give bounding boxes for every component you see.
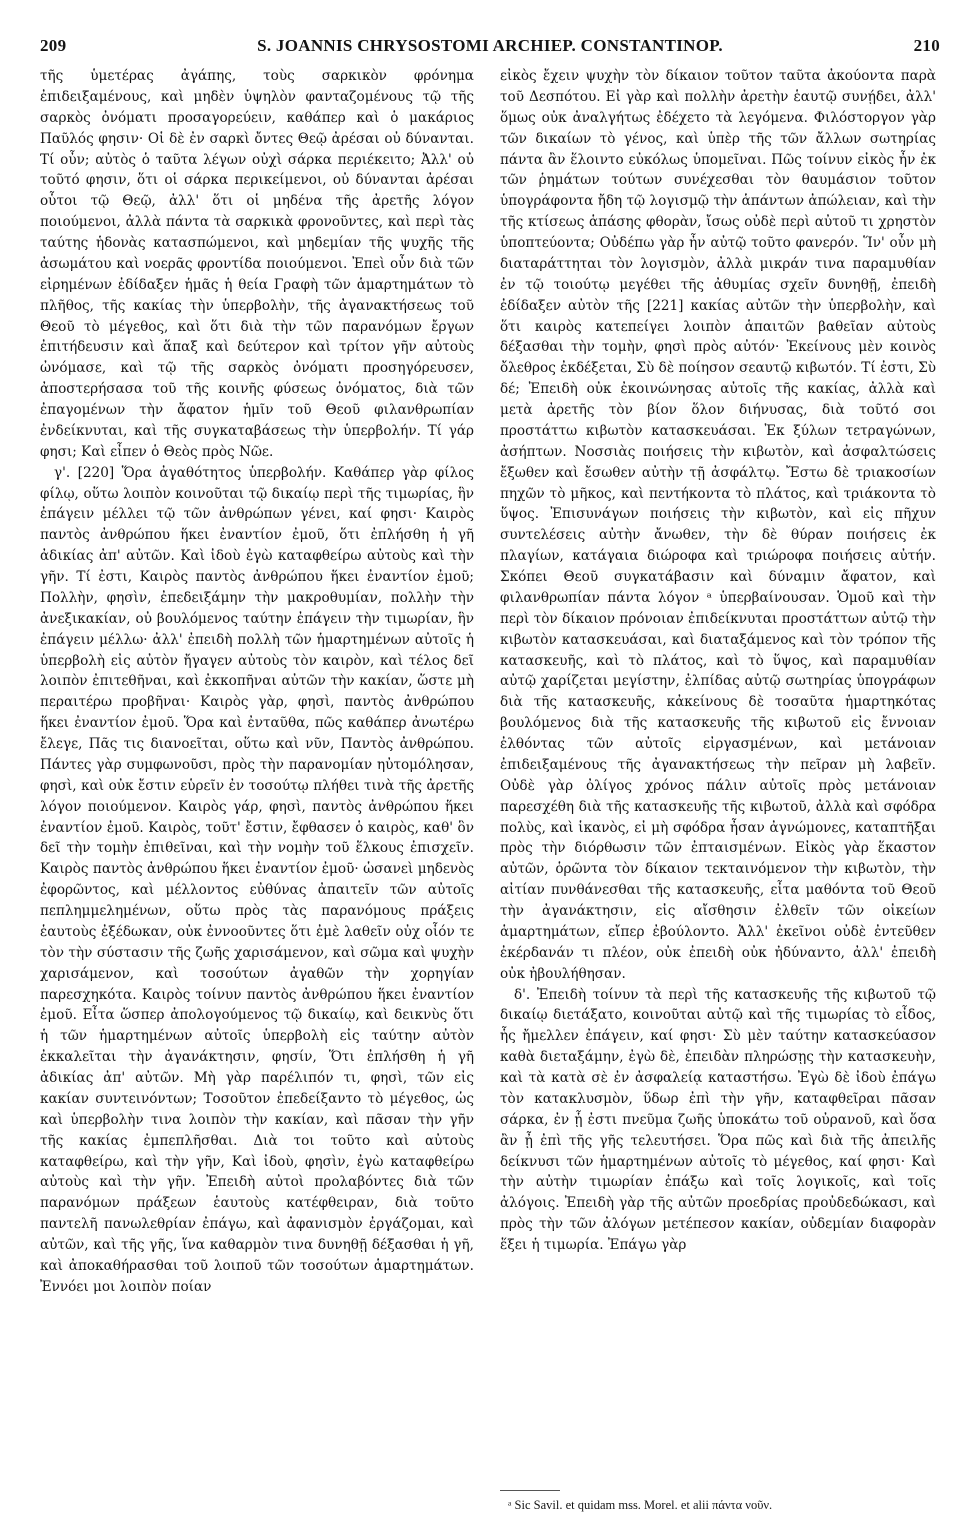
left-page-number: 209 — [40, 36, 67, 55]
right-page-number: 210 — [913, 36, 940, 55]
right-column — [500, 66, 936, 1466]
left-column — [40, 66, 474, 1506]
right-column-paragraph: δ'. Ἐπειδὴ τοίνυν τὰ περὶ τῆς κατασκευῆς τῆς κιβωτοῦ τῷ δικαίῳ διετάξατο, κοινοῦται αὐτῷ καὶ τῆς τιμωρίας τὸ εἶδος, ἧς ἤμελλεν ἐπάγειν, καί φησι· Σὺ μὲν ταύτην κατασκεύασον καθὰ διεταξάμην, ἐγὼ δὲ, ἐπειδὰν πληρώσῃς τὴν κατασκευὴν, καὶ τὰ κατὰ σὲ ἐν ἀσφαλείᾳ καταστήσω. Ἐγὼ δὲ ἰδοὺ ἐπάγω τὸν κατακλυσμὸν, ὕδωρ ἐπὶ τὴν γῆν, καταφθεῖραι πᾶσαν σάρκα, ἐν ᾗ ἐστι πνεῦμα ζωῆς ὑποκάτω τοῦ οὐρανοῦ, καὶ ὅσα ἂν ᾖ ἐπὶ τῆς γῆς τελευτήσει. Ὅρα πῶς καὶ διὰ τῆς ἀπειλῆς δείκνυσι τῶν ἡμαρτημένων αὐτοῖς τὸ μέγεθος, καί φησι· Καὶ τὴν αὐτὴν τιμωρίαν ἐπάξω καὶ τοῖς λογικοῖς, καὶ τοῖς ἀλόγοις. Ἐπειδὴ γὰρ τῆς αὐτῶν προεδρίας προὐδεδώκασι, καὶ πρὸς τὴν τῶν ἀλόγων μετέπεσον κακίαν, οὐδεμίαν διαφορὰν ἕξει ἡ τιμωρία. Ἐπάγω γὰρ — [500, 986, 936, 1253]
footnote: ᵃ Sic Savil. et quidam mss. Morel. et alii πάντα νοῦν. — [508, 1498, 773, 1512]
left-column-paragraph: τῆς ὑμετέρας ἀγάπης, τοὺς σαρκικὸν φρόνημα ἐπιδειξαμένους, καὶ μηδὲν ὑψηλὸν φανταζομένους τῷ τῆς σαρκὸς ὀνόματι προσαγορεύειν, καθάπερ καὶ ὁ μακάριος Παῦλός φησιν· Οἱ δὲ ἐν σαρκὶ ὄντες Θεῷ ἀρέσαι οὐ δύνανται. Τί οὖν; αὐτὸς ὁ ταῦτα λέγων οὐχὶ σάρκα περιέκειτο; Ἀλλ' οὐ τοῦτό φησιν, ὅτι οἱ σάρκα περικείμενοι, οὐ δύνανται ἀρέσαι οὗτοι τῷ Θεῷ, ἀλλ' ὅτι οἱ μηδένα τῆς ἀρετῆς λόγον ποιούμενοι, ἀλλὰ πάντα τὰ σαρκικὰ φρονοῦντες, καὶ περὶ τὰς ταύτης ἡδονὰς κατασπώμενοι, καὶ μηδεμίαν τῆς ψυχῆς τῆς ἀσωμάτου καὶ νοερᾶς φροντίδα ποιούμενοι. Ἐπεὶ οὖν διὰ τῶν εἰρημένων ἐδίδαξεν ἡμᾶς ἡ θεία Γραφὴ τῶν ἁμαρτημάτων τὸ πλῆθος, τῆς κακίας τὴν ὑπερβολὴν, τῆς ἀγανακτήσεως τοῦ Θεοῦ τὸ μέγεθος, καὶ ὅτι διὰ τὴν τῶν παρανόμων ἔργων ἐπιτήδευσιν καὶ ἅπαξ καὶ δεύτερον καὶ τρίτον γῆν αὐτοὺς ὠνόμασε, καὶ τῷ τῆς σαρκὸς ὀνόματι προσηγόρευσεν, ἀποστερήσασα τοῦ τῆς κοινῆς φύσεως ὀνόματος, διὰ τῶν ἐπαγομένων τὴν ἄφατον ἡμῖν τοῦ Θεοῦ φιλανθρωπίαν ἐνδείκνυται, καὶ τῆς συγκαταβάσεως τὴν ὑπερβολήν. Τί γάρ φησι; Καὶ εἶπεν ὁ Θεὸς πρὸς Νῶε. — [40, 68, 474, 460]
running-header — [40, 36, 940, 60]
left-column-paragraph: γ'. [220] Ὅρα ἀγαθότητος ὑπερβολήν. Καθάπερ γὰρ φίλος φίλῳ, οὕτω λοιπὸν κοινοῦται τῷ δικαίῳ περὶ τῆς τιμωρίας, ἣν ἐπάγειν μέλλει τῷ τῶν ἀνθρώπων γένει, καί φησι· Καιρὸς παντὸς ἀνθρώπου ἥκει ἐναντίον ἐμοῦ, ὅτι ἐπλήσθη ἡ γῆ ἀδικίας ἀπ' αὐτῶν. Καὶ ἰδοὺ ἐγὼ καταφθείρω αὐτοὺς καὶ τὴν γῆν. Τί ἐστι, Καιρὸς παντὸς ἀνθρώπου ἥκει ἐναντίον ἐμοῦ; Πολλὴν, φησὶν, ἐπεδειξάμην τὴν μακροθυμίαν, πολλὴν τὴν ἀνεξικακίαν, οὐ βουλόμενος ταύτην ἐπάγειν τὴν τιμωρίαν, ἣν ἐπάγειν μέλλω· ἀλλ' ἐπειδὴ πολλὴ τῶν ἡμαρτημένων αὐτοῖς ἡ ὑπερβολὴ εἰς αὐτὸν ἤγαγεν αὐτοὺς τὸν καιρὸν, καὶ τέλος δεῖ λοιπὸν ἐπιτεθῆναι, καὶ ἐκκοπῆναι αὐτῶν τὴν κακίαν, ὥστε μὴ περαιτέρω προβῆναι· Καιρὸς γὰρ, φησὶ, παντὸς ἀνθρώπου ἥκει ἐναντίον ἐμοῦ. Ὅρα καὶ ἐνταῦθα, πῶς καθάπερ ἀνωτέρω ἔλεγε, Πᾶς τις διανοεῖται, οὕτω καὶ νῦν, Παντὸς ἀνθρώπου. Πάντες γὰρ συμφωνοῦσι, πρὸς τὴν παρανομίαν ηὐτομόλησαν, φησὶ, καὶ οὐκ ἔστιν εὑρεῖν ἐν τοσούτῳ πλήθει τινὰ τῆς ἀρετῆς λόγον ποιούμενον. Καιρὸς γάρ, φησὶ, παντὸς ἀνθρώπου ἥκει ἐναντίον ἐμοῦ. Καιρὸς, τοῦτ' ἔστιν, ἔφθασεν ὁ καιρὸς, καθ' ὃν δεῖ τὴν τομὴν ἐπιθεῖναι, καὶ τὴν νομὴν τοῦ ἕλκους ἐπισχεῖν. Καιρὸς παντὸς ἀνθρώπου ἥκει ἐναντίον ἐμοῦ· ὡσανεὶ μηδενὸς ἐφορῶντος, καὶ μέλλοντος εὐθύνας ἀπαιτεῖν τῶν αὐτοῖς πεπλημμελημένων, οὕτω πρὸς τὰς παρανόμους πράξεις ἑαυτοὺς ἐξέδωκαν, οὐκ ἐννοοῦντες ὅτι ἐμὲ λαθεῖν οὐχ οἷόν τε τὸν τὴν σύστασιν τῆς ζωῆς χαρισάμενον, καὶ σῶμα καὶ ψυχὴν χαρισάμενον, καὶ τοσούτων ἀγαθῶν τὴν χορηγίαν παρεσχηκότα. Καιρὸς τοίνυν παντὸς ἀνθρώπου ἥκει ἐναντίον ἐμοῦ. Εἶτα ὥσπερ ἀπολογούμενος τῷ δικαίῳ, καὶ δεικνὺς ὅτι ἡ τῶν ἡμαρτημένων αὐτοῖς ὑπερβολὴ εἰς ταύτην αὐτὸν ἐκκαλεῖται τὴν ἀγανάκτησιν, φησίν, Ὅτι ἐπλήσθη ἡ γῆ ἀδικίας ἀπ' αὐτῶν. Μὴ γὰρ παρέλιπόν τι, φησὶ, τῶν εἰς κακίαν συντεινόντων; Τοσοῦτον ἐπεδείξαντο τὸ μέγεθος, ὡς καὶ ὑπερβολὴν τινα λοιπὸν τὴν κακίαν, καὶ πᾶσαν τὴν γῆν τῆς κακίας ἐμπεπλῆσθαι. Διὰ τοι τοῦτο καὶ αὐτοὺς καταφθείρω, καὶ τὴν γῆν, Καὶ ἰδοὺ, φησὶν, ἐγὼ καταφθείρω αὐτοὺς καὶ τὴν γῆν. Ἐπειδὴ αὐτοὶ προλαβόντες διὰ τῶν παρανόμων πράξεων ἑαυτοὺς κατέφθειραν, διὰ τοῦτο παντελῆ πανωλεθρίαν ἐπάγω, καὶ ἀφανισμὸν ἐργάζομαι, καὶ αὐτῶν, καὶ τῆς γῆς, ἵνα καθαρμὸν τινα δυνηθῇ δέξασθαι ἡ γῆ, καὶ ἀποκαθήρασθαι τοῦ λοιποῦ τῶν τοσούτων ἁμαρτημάτων. Ἐννόει μοι λοιπὸν ποίαν — [40, 464, 474, 1295]
footnote-rule — [500, 1490, 560, 1491]
right-column-paragraph: εἰκὸς ἔχειν ψυχὴν τὸν δίκαιον τοῦτον ταῦτα ἀκούοντα παρὰ τοῦ Δεσπότου. Εἰ γὰρ καὶ πολλὴν ἀρετὴν ἑαυτῷ συνῄδει, ἀλλ' ὅμως οὐκ ἀναλγήτως ἐδέχετο τὰ λεγόμενα. Φιλόστοργον γὰρ τῶν δικαίων τὸ γένος, καὶ ὑπὲρ τῆς τῶν ἄλλων σωτηρίας πάντα ἂν ἕλοιντο εὐκόλως ὑπομεῖναι. Πῶς τοίνυν εἰκὸς ἦν ἐκ τῶν ῥημάτων τούτων συνέχεσθαι τὸν θαυμάσιον τοῦτον ὑπογράφοντα ἤδη τῷ λογισμῷ τὴν ἁπάντων ἀπώλειαν, καὶ τὴν τῆς κτίσεως ἁπάσης φθορὰν, ἴσως οὐδὲ περὶ αὐτοῦ τι χρηστὸν ὑποπτεύοντα; Οὐδέπω γὰρ ἦν αὐτῷ τοῦτο φανερόν. Ἵν' οὖν μὴ διαταράττηται τὸν λογισμὸν, ἀλλὰ μικράν τινα παραμυθίαν ἐν τῷ τοιούτῳ μεγέθει τῆς ἀθυμίας σχεῖν δυνηθῇ, ἐπειδὴ ἐδίδαξεν αὐτὸν τῆς [221] κακίας αὐτῶν τὴν ὑπερβολὴν, καὶ ὅτι καιρὸς κατεπείγει λοιπὸν ἁπαιτῶν βαθεῖαν αὐτοὺς δέξασθαι τὴν τομὴν, φησὶ πρὸς αὐτόν· Ἐκείνους μὲν κοινὸς ὄλεθρος ἐκδέξεται, Σὺ δὲ ποίησον σεαυτῷ κιβωτόν. Τί ἐστι, Σὺ δέ; Ἐπειδὴ οὐκ ἐκοινώνησας αὐτοῖς τῆς κακίας, ἀλλὰ καὶ μετὰ ἀρετῆς τὸν βίον ὅλον διήνυσας, διὰ τοῦτό σοι προστάττω κιβωτὸν κατασκευάσαι. Ἐκ ξύλων τετραγώνων, ἀσήπτων. Νοσσιὰς ποιήσεις τὴν κιβωτὸν, καὶ ἀσφαλτώσεις ἔξωθεν καὶ ἔσωθεν αὐτὴν τῇ ἀσφάλτῳ. Ἔστω δὲ τριακοσίων πηχῶν τὸ μῆκος, καὶ πεντήκοντα τὸ πλάτος, καὶ τριάκοντα τὸ ὕψος. Ἐπισυνάγων ποιήσεις τὴν κιβωτὸν, καὶ εἰς πῆχυν συντελέσεις αὐτὴν ἄνωθεν, τὴν δὲ θύραν ποιήσεις ἐκ πλαγίων, κατάγαια διώροφα καὶ τριώροφα ποιήσεις αὐτήν. Σκόπει Θεοῦ συγκατάβασιν καὶ δύναμιν ἄφατον, καὶ φιλανθρωπίαν πάντα λόγον ᵃ ὑπερβαίνουσαν. Ὁμοῦ καὶ τὴν περὶ τὸν δίκαιον πρόνοιαν ἐπιδείκνυται προστάττων αὐτῷ τὴν κιβωτὸν κατασκευάσαι, καὶ διαταξάμενος καὶ τὸν τρόπον τῆς κατασκευῆς, καὶ τὸ πλάτος, καὶ τὸ ὕψος, καὶ παραμυθίαν αὐτῷ χαρίζεται μεγίστην, ἐλπίδας αὐτῷ σωτηρίας ὑπογράφων διὰ τῆς κατασκευῆς, κἀκείνους δὲ τοσαῦτα ἡμαρτηκότας βουλόμενος διὰ τῆς κατασκευῆς τῆς κιβωτοῦ εἰς ἔννοιαν ἐλθόντας τῶν αὐτοῖς εἰργασμένων, καὶ μετάνοιαν ἐπιδειξαμένους τῆς ἀγανακτήσεως τὴν πεῖραν μὴ λαβεῖν. Οὐδὲ γὰρ ὀλίγος χρόνος πάλιν αὐτοῖς πρὸς μετάνοιαν παρεσχέθη διὰ τῆς κατασκευῆς τῆς κιβωτοῦ, ἀλλὰ καὶ σφόδρα πολὺς, καὶ ἱκανὸς, εἰ μὴ σφόδρα ἦσαν ἀγνώμονες, καταπτῆξαι πρὸς τὴν διόρθωσιν τῶν ἐπταισμένων. Εἰκὸς γὰρ ἕκαστον αὐτῶν, ὁρῶντα τὸν δίκαιον τεκταινόμενον τὴν κιβωτὸν, τὴν αἰτίαν πυνθάνεσθαι τῆς κατασκευῆς, εἶτα μαθόντα τοῦ Θεοῦ τὴν ἀγανάκτησιν, εἰς αἴσθησιν ἐλθεῖν τῶν οἰκείων ἁμαρτημάτων, εἴπερ ἐβούλοντο. Ἀλλ' ἐκεῖνοι οὐδὲ ἐντεῦθεν ἐκέρδανάν τι πλέον, οὐκ ἐπειδὴ οὐκ ἠδύναντο, ἀλλ' ἐπειδὴ οὐκ ἠβουλήθησαν. — [500, 68, 936, 982]
running-title: S. JOANNIS CHRYSOSTOMI ARCHIEP. CONSTANTINOP. — [257, 36, 723, 55]
